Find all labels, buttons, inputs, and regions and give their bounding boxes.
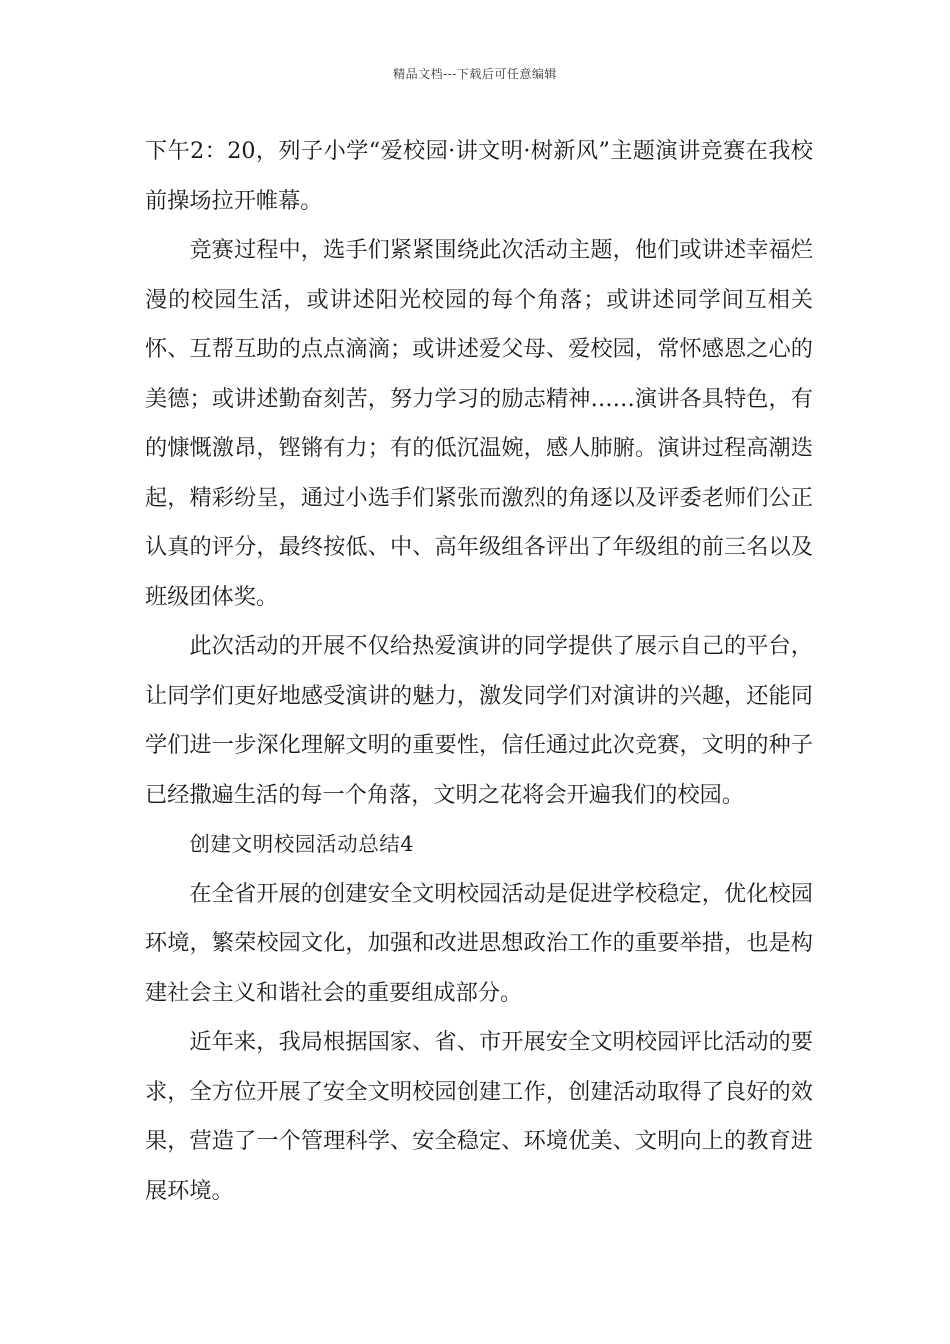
paragraph-campus-safety-intro: 在全省开展的创建安全文明校园活动是促进学校稳定，优化校园环境，繁荣校园文化，加强和改进思想政治工作的重要举措，也是构建社会主义和谐社会的重要组成部分。 [145, 880, 813, 1006]
page-header: 精品文档---下载后可任意编辑 [393, 67, 557, 81]
paragraph-competition-process: 竞赛过程中，选手们紧紧围绕此次活动主题，他们或讲述幸福烂漫的校园生活，或讲述阳光校园的每个角落；或讲述同学间互相关怀、互帮互助的点点滴滴；或讲述爱父母、爱校园，常怀感恩之心的美德；或讲述勤奋刻苦，努力学习的励志精神……演讲各具特色，有的慷慨激昂，铿锵有力；有的低沉温婉，感人肺腑。演讲过程高潮迭起，精彩纷呈，通过小选手们紧张而激烈的角逐以及评委老师们公正认真的评分，最终按低、中、高年级组各评出了年级组的前三名以及班级团体奖。 [145, 237, 813, 610]
section-heading: 创建文明校园活动总结4 [189, 832, 415, 856]
paragraph-activity-significance: 此次活动的开展不仅给热爱演讲的同学提供了展示自己的平台，让同学们更好地感受演讲的魅力，激发同学们对演讲的兴趣，还能同学们进一步深化理解文明的重要性，信任通过此次竞赛，文明的种子已经撒遍生活的每一个角落，文明之花将会开遍我们的校园。 [145, 633, 813, 808]
document-body [145, 127, 813, 1216]
paragraph-event-opening: 下午2：20，列子小学“爱校园·讲文明·树新风”主题演讲竞赛在我校前操场拉开帷幕。 [145, 138, 813, 214]
paragraph-recent-work: 近年来，我局根据国家、省、市开展安全文明校园评比活动的要求，全方位开展了安全文明校园创建工作，创建活动取得了良好的效果，营造了一个管理科学、安全稳定、环境优美、文明向上的教育进展环境。 [145, 1029, 813, 1204]
